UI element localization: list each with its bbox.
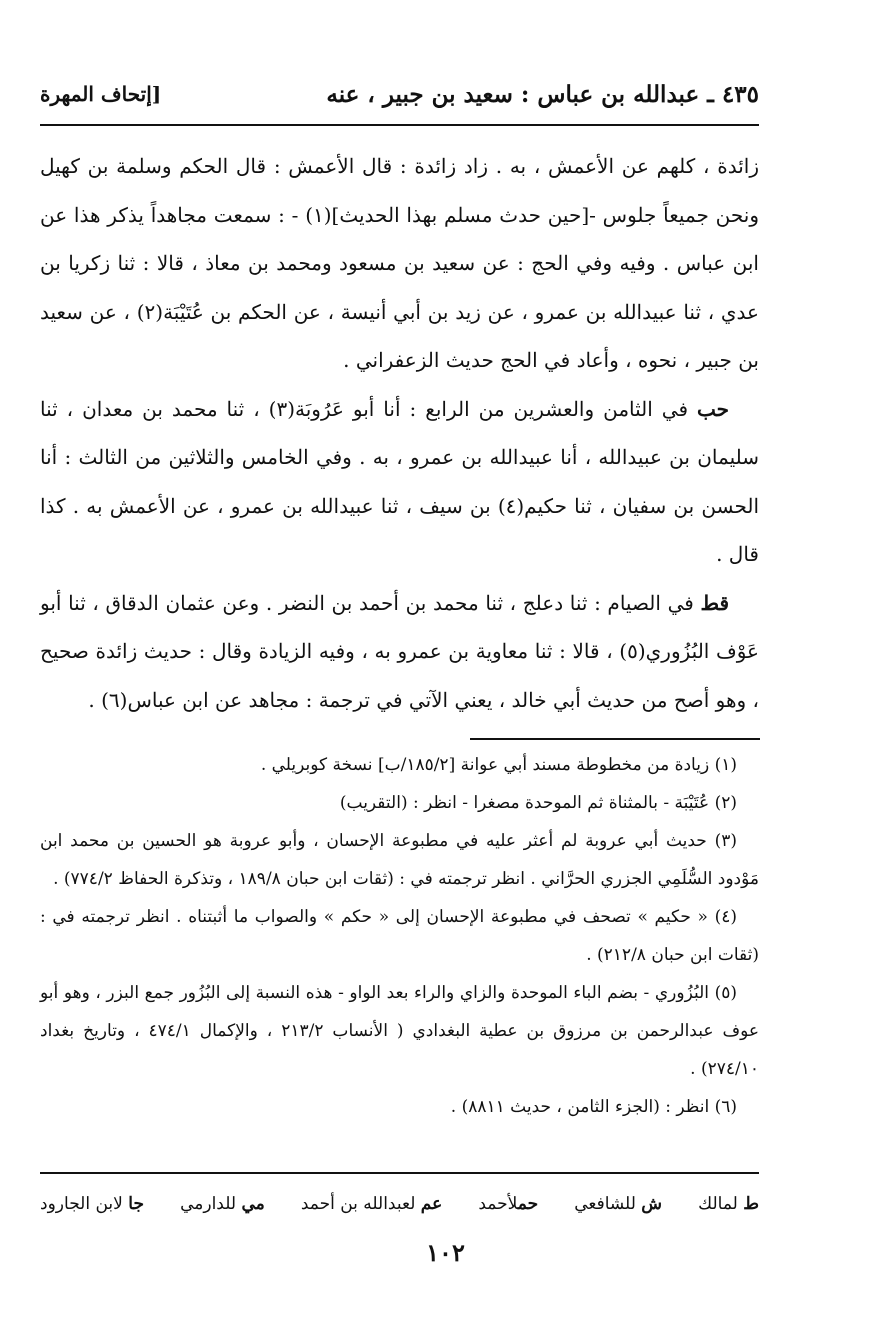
paragraph-2 bbox=[40, 385, 759, 579]
book-title: [إتحاف المهرة bbox=[40, 82, 162, 106]
header-rule bbox=[40, 124, 759, 126]
sigla-key bbox=[40, 1184, 759, 1224]
footnote-3: (٣) حديث أبي عروبة لم أعثر عليه في مطبوعة الإحسان ، وأبو عروبة هو الحسين بن محمد ابن مَوْدود السُّلَمِي الجزري الحرَّاني . انظر ترجمته في : (ثقات ابن حبان ١٨٩/٨ ، وتذكرة الحفاظ ٧٧٤/٢) . bbox=[40, 831, 759, 889]
siglum-code: جا bbox=[128, 1194, 144, 1214]
siglum-code: ش bbox=[641, 1194, 663, 1214]
siglum bbox=[180, 1184, 265, 1224]
siglum-code: حم bbox=[517, 1194, 539, 1214]
footnote-4: (٤) « حكيم » تصحف في مطبوعة الإحسان إلى « حكم » والصواب ما أثبتناه . انظر ترجمته في : (ثقات ابن حبان ٢١٢/٨) . bbox=[40, 907, 759, 965]
siglum-desc: للدارمي bbox=[180, 1194, 237, 1214]
source-symbol: قط bbox=[700, 590, 729, 615]
page-number: ١٠٢ bbox=[426, 1238, 465, 1267]
footnote-5: (٥) البُزُوري - بضم الباء الموحدة والزاي والراء بعد الواو - هذه النسبة إلى البُزُور جمع البزر ، وهو أبو عوف عبدالرحمن بن مرزوق بن عطية البغدادي ( الأنساب ٢١٣/٢ ، والإكمال ٤٧٤/١ ، وتاريخ بغداد ٢٧٤/١٠) . bbox=[40, 983, 759, 1079]
siglum-desc: لمالك bbox=[698, 1194, 738, 1214]
siglum bbox=[301, 1184, 442, 1224]
paragraph-text: في الصيام : ثنا دعلج ، ثنا محمد بن أحمد بن النضر . وعن عثمان الدقاق ، ثنا أبو عَوْف البُزُوري(٥) ، قالا : ثنا معاوية بن عمرو به ، وفيه الزيادة وقال : حديث زائدة صحيح ، وهو أصح من حديث أبي خالد ، يعني الآتي في ترجمة : مجاهد عن ابن عباس(٦) . bbox=[40, 590, 759, 712]
paragraph-3 bbox=[40, 579, 759, 725]
paragraph-text: في الثامن والعشرين من الرابع : أنا أبو عَرُوبَة(٣) ، ثنا محمد بن معدان ، ثنا سليمان بن عبيدالله ، أنا عبيدالله بن عمرو ، به . وفي الخامس والثلاثين من الثالث : أنا الحسن بن سفيان ، ثنا حكيم(٤) بن سيف ، ثنا عبيدالله بن عمرو ، عن الأعمش به . كذا قال . bbox=[40, 396, 760, 566]
footnote-2: (٢) عُتَيْبَة - بالمثناة ثم الموحدة مصغرا - انظر : (التقريب) bbox=[339, 793, 737, 813]
siglum-code: مي bbox=[241, 1194, 265, 1214]
footnote-separator bbox=[470, 738, 760, 740]
main-text bbox=[40, 142, 759, 724]
footnotes bbox=[40, 746, 759, 1126]
source-symbol: حب bbox=[697, 396, 730, 421]
siglum-desc: لعبدالله بن أحمد bbox=[300, 1194, 416, 1214]
footer-rule bbox=[40, 1172, 759, 1174]
siglum bbox=[698, 1184, 759, 1224]
footnote-6: (٦) انظر : (الجزء الثامن ، حديث ٨٨١١) . bbox=[450, 1097, 737, 1117]
siglum-desc: لأحمد bbox=[478, 1194, 518, 1214]
footnote-1: (١) زيادة من مخطوطة مسند أبي عوانة [١٨٥/٢/ب] نسخة كوبريلي . bbox=[260, 755, 737, 775]
siglum-code: ط bbox=[743, 1194, 759, 1214]
siglum-desc: للشافعي bbox=[574, 1194, 636, 1214]
page-header bbox=[40, 74, 759, 114]
running-head: ٤٣٥ ـ عبدالله بن عباس : سعيد بن جبير ، عنه bbox=[326, 80, 759, 108]
siglum-desc: لابن الجارود bbox=[40, 1194, 123, 1214]
siglum bbox=[40, 1184, 144, 1224]
siglum-code: عم bbox=[420, 1194, 443, 1214]
siglum bbox=[478, 1184, 538, 1224]
paragraph-1: زائدة ، كلهم عن الأعمش ، به . زاد زائدة : قال الأعمش : قال الحكم وسلمة بن كهيل ونحن جميعاً جلوس -[حين حدث مسلم بهذا الحديث](١) - : سمعت مجاهداً يذكر هذا عن ابن عباس . وفيه وفي الحج : عن سعيد بن مسعود ومحمد بن معاذ ، قالا : ثنا زكريا بن عدي ، ثنا عبيدالله بن عمرو ، عن زيد بن أبي أنيسة ، عن الحكم بن عُتَيْبَة(٢) ، عن سعيد بن جبير ، نحوه ، وأعاد في الحج حديث الزعفراني . bbox=[40, 154, 759, 372]
siglum bbox=[574, 1184, 662, 1224]
